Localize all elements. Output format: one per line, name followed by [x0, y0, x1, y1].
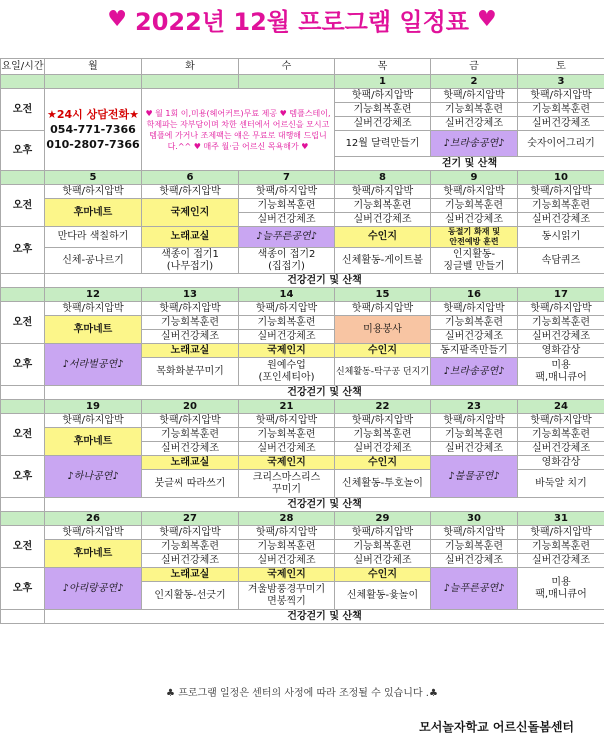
- date-number: 3: [518, 75, 604, 89]
- date-number: 21: [239, 400, 335, 414]
- date-number: 30: [431, 512, 518, 526]
- activity: 기능회복훈련: [239, 428, 335, 442]
- activity: 기능회복훈련: [518, 540, 604, 554]
- activity: 미용 팩,매니큐어: [518, 568, 604, 610]
- date-number: 7: [239, 171, 335, 185]
- contact-box: [45, 89, 142, 171]
- activity-highlight: 후마네트: [45, 199, 142, 227]
- am-label: 오전: [1, 302, 45, 344]
- date-number: 17: [518, 288, 604, 302]
- activity: 실버건강체조: [142, 330, 239, 344]
- header-row: [1, 59, 604, 75]
- activity-performance: ♪늘푸른공연♪: [431, 568, 518, 610]
- activity: 실버건강체조: [518, 442, 604, 456]
- time-col-header: 요일/시간: [1, 59, 45, 75]
- walk-banner: 건강걷기 및 산책: [45, 386, 604, 400]
- am-label: 오전: [1, 414, 45, 456]
- activity-highlight: 동절기 화재 및 안전예방 훈련: [431, 227, 518, 248]
- activity: 핫팩/하지압박: [518, 89, 604, 103]
- date-number: 24: [518, 400, 604, 414]
- activity-performance: ♪브라송공연♪: [431, 131, 518, 157]
- date-number: 9: [431, 171, 518, 185]
- activity: 만다라 색칠하기: [45, 227, 142, 248]
- activity: 실버건강체조: [518, 554, 604, 568]
- date-number: 31: [518, 512, 604, 526]
- activity-performance: ♪하나공연♪: [45, 456, 142, 498]
- activity: 핫팩/하지압박: [239, 414, 335, 428]
- activity: 실버건강체조: [335, 213, 431, 227]
- activity-highlight: 국제인지: [239, 456, 335, 470]
- heart-icon: ♥: [476, 6, 497, 32]
- activity-performance: ♪브라송공연♪: [431, 358, 518, 386]
- activity: 영화감상: [518, 456, 604, 470]
- activity-highlight: 노래교실: [142, 568, 239, 582]
- schedule-table: [0, 58, 604, 624]
- activity: 핫팩/하지압박: [518, 302, 604, 316]
- activity: 핫팩/하지압박: [335, 302, 431, 316]
- activity: 인지활동-선긋기: [142, 582, 239, 610]
- date-number: 6: [142, 171, 239, 185]
- activity: 기능회복훈련: [335, 199, 431, 213]
- date-number: 8: [335, 171, 431, 185]
- activity: 신체-공나르기: [45, 248, 142, 274]
- activity: 핫팩/하지압박: [239, 302, 335, 316]
- schedule-note: ♣ 프로그램 일정은 센터의 사정에 따라 조정될 수 있습니다 .♣: [166, 688, 438, 699]
- heart-icon: ♥: [107, 6, 128, 32]
- activity: 색종이 접기2 (집접기): [239, 248, 335, 274]
- pm-label: 오후: [1, 456, 45, 498]
- activity: 핫팩/하지압박: [431, 89, 518, 103]
- page-title: [0, 0, 604, 38]
- activity: 실버건강체조: [518, 213, 604, 227]
- activity: 핫팩/하지압박: [518, 526, 604, 540]
- am-label: 오전: [1, 89, 45, 131]
- activity: 기능회복훈련: [518, 103, 604, 117]
- day-header: 월: [45, 59, 142, 75]
- organization-name: 모서놀자학교 어르신돌봄센터: [419, 720, 574, 734]
- activity: 원예수업 (포인세티아): [239, 358, 335, 386]
- am-label: 오전: [1, 526, 45, 568]
- activity: 바둑알 치기: [518, 470, 604, 498]
- activity: 실버건강체조: [239, 330, 335, 344]
- activity: 실버건강체조: [431, 117, 518, 131]
- activity: 속담퀴즈: [518, 248, 604, 274]
- notice-box: ♥ 월 1회 이,미용(헤어커트)무료 제공 ♥ 템플스테이, 학제파는 자부담이며 차한 센터에서 어르신을 모시고 템플에 가거나 조제팩는 얘은 무료로 대행해 드립니다.^^ ♥ 매주 월·금 어르신 목욕해가 ♥: [142, 89, 335, 171]
- activity: 핫팩/하지압박: [335, 185, 431, 199]
- walk-banner: 건강걷기 및 산책: [45, 498, 604, 512]
- walk-banner: 걷기 및 산책: [335, 157, 604, 171]
- activity: 크리스마스리스 꾸미기: [239, 470, 335, 498]
- activity: 신체활동-탁구공 던지기: [335, 358, 431, 386]
- date-number: 16: [431, 288, 518, 302]
- activity: 핫팩/하지압박: [142, 414, 239, 428]
- activity: 기능회복훈련: [431, 428, 518, 442]
- contact-phone: 010-2807-7366: [46, 138, 140, 151]
- date-number: 29: [335, 512, 431, 526]
- pm-label: 오후: [1, 568, 45, 610]
- activity-beauty: 미용봉사: [335, 316, 431, 344]
- activity: 목화화분꾸미기: [142, 358, 239, 386]
- activity: 기능회복훈련: [518, 428, 604, 442]
- activity: 실버건강체조: [335, 554, 431, 568]
- activity: 실버건강체조: [239, 554, 335, 568]
- activity: 12월 달력만들기: [335, 131, 431, 157]
- activity-highlight: 수인지: [335, 568, 431, 582]
- date-number: 1: [335, 75, 431, 89]
- activity: 핫팩/하지압박: [45, 185, 142, 199]
- pm-label: 오후: [1, 344, 45, 386]
- date-number: 15: [335, 288, 431, 302]
- pm-label: 오후: [1, 131, 45, 171]
- date-number: 14: [239, 288, 335, 302]
- activity: 핫팩/하지압박: [335, 414, 431, 428]
- activity: 미용 팩,매니큐어: [518, 358, 604, 386]
- activity: 핫팩/하지압박: [335, 526, 431, 540]
- activity: 기능회복훈련: [335, 103, 431, 117]
- activity: 실버건강체조: [431, 554, 518, 568]
- title-text: 2022년 12월 프로그램 일정표: [135, 7, 469, 36]
- activity-highlight: 수인지: [335, 344, 431, 358]
- walk-banner: 건강걷기 및 산책: [45, 274, 604, 288]
- activity: 기능회복훈련: [335, 428, 431, 442]
- activity: 실버건강체조: [239, 213, 335, 227]
- activity: 핫팩/하지압박: [431, 185, 518, 199]
- activity: 기능회복훈련: [431, 199, 518, 213]
- activity: 색종이 접기1 (나무접기): [142, 248, 239, 274]
- activity-highlight: 후마네트: [45, 428, 142, 456]
- date-number: 5: [45, 171, 142, 185]
- activity: 핫팩/하지압박: [518, 185, 604, 199]
- date-number: 26: [45, 512, 142, 526]
- week1-number-row: [1, 75, 604, 89]
- activity-performance: ♪서라벌공연♪: [45, 344, 142, 386]
- date-number: 2: [431, 75, 518, 89]
- activity: 핫팩/하지압박: [45, 526, 142, 540]
- activity: 실버건강체조: [142, 442, 239, 456]
- date-number: 27: [142, 512, 239, 526]
- activity-performance: ♪불물공연♪: [431, 456, 518, 498]
- activity: 실버건강체조: [431, 213, 518, 227]
- activity: 기능회복훈련: [518, 316, 604, 330]
- activity-highlight: 수인지: [335, 227, 431, 248]
- activity: 신체활동-투호놀이: [335, 470, 431, 498]
- activity-performance: ♪늘푸른공연♪: [239, 227, 335, 248]
- activity: 실버건강체조: [431, 442, 518, 456]
- day-header: 화: [142, 59, 239, 75]
- activity: 핫팩/하지압박: [518, 414, 604, 428]
- activity-highlight: 노래교실: [142, 227, 239, 248]
- activity: 핫팩/하지압박: [239, 185, 335, 199]
- activity: 기능회복훈련: [142, 316, 239, 330]
- activity: 기능회복훈련: [142, 540, 239, 554]
- activity: 겨울밤풍경꾸미기 면봉찍기: [239, 582, 335, 610]
- am-label: 오전: [1, 185, 45, 227]
- contact-title: ★24시 상담전화★: [47, 108, 139, 121]
- activity: 동지팥죽만들기: [431, 344, 518, 358]
- activity: 핫팩/하지압박: [431, 302, 518, 316]
- activity: 기능회복훈련: [239, 540, 335, 554]
- activity: 기능회복훈련: [142, 428, 239, 442]
- activity-highlight: 국제인지: [239, 344, 335, 358]
- activity-highlight: 후마네트: [45, 540, 142, 568]
- contact-phone: 054-771-7366: [50, 123, 136, 136]
- activity: 핫팩/하지압박: [431, 414, 518, 428]
- date-number: 23: [431, 400, 518, 414]
- activity: 실버건강체조: [518, 117, 604, 131]
- activity: 숫자이어그리기: [518, 131, 604, 157]
- day-header: 금: [431, 59, 518, 75]
- activity-highlight: 국제인지: [142, 199, 239, 227]
- activity: 실버건강체조: [335, 442, 431, 456]
- activity: 핫팩/하지압박: [239, 526, 335, 540]
- activity: 신체활동-게이트볼: [335, 248, 431, 274]
- activity: 실버건강체조: [142, 554, 239, 568]
- activity-performance: ♪아리랑공연♪: [45, 568, 142, 610]
- activity: 실버건강체조: [431, 330, 518, 344]
- activity-highlight: 후마네트: [45, 316, 142, 344]
- activity: 기능회복훈련: [239, 316, 335, 330]
- activity: 실버건강체조: [518, 330, 604, 344]
- activity: 기능회복훈련: [518, 199, 604, 213]
- activity: 핫팩/하지압박: [142, 302, 239, 316]
- date-number: 28: [239, 512, 335, 526]
- activity: 기능회복훈련: [431, 316, 518, 330]
- activity: 실버건강체조: [239, 442, 335, 456]
- activity: 신체활동-윷놀이: [335, 582, 431, 610]
- activity-highlight: 노래교실: [142, 456, 239, 470]
- activity: 실버건강체조: [335, 117, 431, 131]
- activity: 기능회복훈련: [335, 540, 431, 554]
- day-header: 수: [239, 59, 335, 75]
- activity-highlight: 노래교실: [142, 344, 239, 358]
- activity-highlight: 국제인지: [239, 568, 335, 582]
- activity: 핫팩/하지압박: [142, 526, 239, 540]
- day-header: 토: [518, 59, 604, 75]
- activity: 핫팩/하지압박: [45, 302, 142, 316]
- date-number: 12: [45, 288, 142, 302]
- activity: 핫팩/하지압박: [45, 414, 142, 428]
- activity: 핫팩/하지압박: [431, 526, 518, 540]
- activity: 핫팩/하지압박: [142, 185, 239, 199]
- activity: 기능회복훈련: [431, 103, 518, 117]
- activity: 붓글씨 따라쓰기: [142, 470, 239, 498]
- activity: 기능회복훈련: [239, 199, 335, 213]
- activity-highlight: 수인지: [335, 456, 431, 470]
- walk-banner: 건강걷기 및 산책: [45, 610, 604, 624]
- date-number: 19: [45, 400, 142, 414]
- day-header: 목: [335, 59, 431, 75]
- date-number: 20: [142, 400, 239, 414]
- date-number: 22: [335, 400, 431, 414]
- activity: 핫팩/하지압박: [335, 89, 431, 103]
- activity: 기능회복훈련: [431, 540, 518, 554]
- pm-label: 오후: [1, 227, 45, 274]
- activity: 인지활동- 징글벨 만들기: [431, 248, 518, 274]
- activity: 영화감상: [518, 344, 604, 358]
- activity: 동시읽기: [518, 227, 604, 248]
- date-number: 10: [518, 171, 604, 185]
- date-number: 13: [142, 288, 239, 302]
